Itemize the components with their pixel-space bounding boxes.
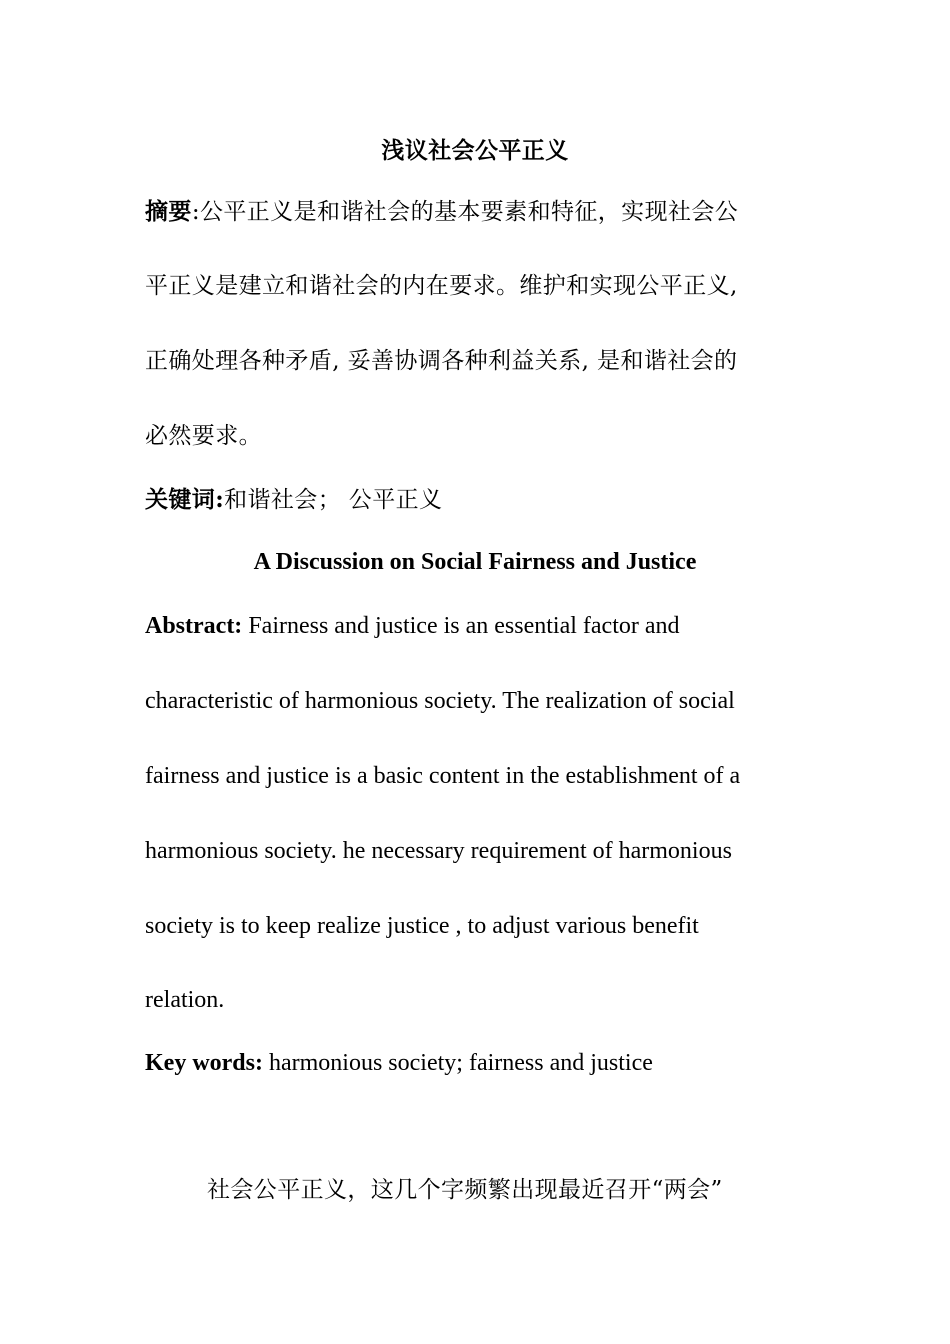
chinese-keywords (145, 485, 805, 515)
chinese-keywords-label: 关键词 (145, 486, 216, 513)
english-keywords (145, 1048, 805, 1078)
english-title: A Discussion on Social Fairness and Justice (253, 549, 697, 575)
chinese-abstract-line-1 (145, 197, 805, 227)
english-abstract-line-1 (145, 611, 805, 641)
chinese-abstract-label: 摘要 (145, 198, 192, 225)
english-abstract-line-2: characteristic of harmonious society. The realization of social (145, 688, 735, 714)
english-abstract-label: Abstract: (145, 613, 243, 639)
chinese-title: 浅议社会公平正义 (381, 137, 569, 164)
chinese-abstract-text: 公平正义是和谐社会的基本要素和特征，实现社会公 (199, 199, 739, 225)
english-abstract-line-5: society is to keep realize justice , to adjust various benefit (145, 913, 699, 939)
english-abstract-line-6: relation. (145, 987, 225, 1013)
chinese-keywords-colon: : (215, 486, 225, 513)
english-abstract-text: Fairness and justice is an essential factor and (242, 613, 680, 639)
chinese-abstract-line-2: 平正义是建立和谐社会的内在要求。维护和实现公平正义, (145, 273, 738, 299)
chinese-keywords-text: 和谐社会； 公平正义 (224, 487, 443, 513)
english-keywords-label: Key words: (145, 1050, 263, 1076)
chinese-abstract-line-3: 正确处理各种矛盾, 妥善协调各种利益关系, 是和谐社会的 (145, 348, 738, 374)
chinese-abstract-line-4: 必然要求。 (145, 423, 262, 449)
english-abstract-line-3: fairness and justice is a basic content in the establishment of a (145, 763, 741, 789)
english-abstract-line-4: harmonious society. he necessary requirement of harmonious (145, 838, 732, 864)
body-paragraph-first-line: 社会公平正义，这几个字频繁出现最近召开“两会” (207, 1177, 723, 1203)
english-keywords-text: harmonious society; fairness and justice (262, 1050, 653, 1076)
chinese-abstract-colon: : (191, 199, 200, 225)
